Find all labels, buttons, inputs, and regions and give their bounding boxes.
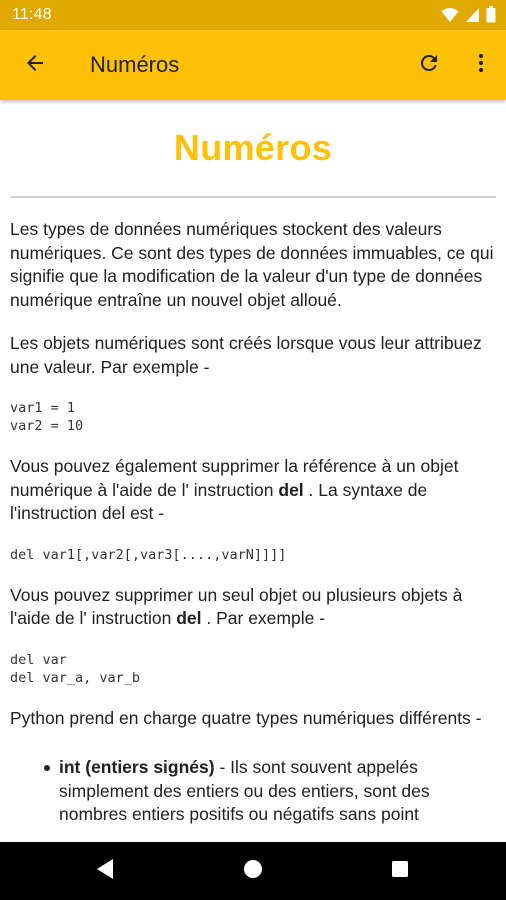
arrow-back-icon — [23, 51, 47, 80]
app-bar — [0, 30, 506, 100]
keyword-del: del — [176, 608, 202, 628]
nav-home-icon — [243, 859, 263, 884]
code-block-del-syntax: del var1[,var2[,var3[....,varN]]]] — [10, 546, 287, 563]
cell-signal-icon — [465, 7, 480, 23]
text-segment: Vous pouvez supprimer un seul objet ou plusieurs objets à l'aide de l' instruction — [10, 584, 463, 628]
more-vert-icon — [469, 51, 493, 80]
back-button[interactable] — [14, 44, 56, 86]
paragraph-intro: Les types de données numériques stockent des valeurs numériques. Ce sont des types de données immuables, ce qui signifie que la modification de la valeur d'un type de données numérique entraîne un nouvel objet alloué. — [10, 219, 494, 310]
nav-recents-icon — [391, 860, 409, 883]
bullet-dot — [44, 765, 50, 771]
list-item — [10, 756, 496, 827]
keyword-del: del — [278, 479, 304, 500]
list-item-term: int (entiers signés) — [59, 757, 215, 777]
status-time: 11:48 — [12, 6, 52, 23]
overflow-menu-button[interactable] — [460, 44, 502, 86]
paragraph-del-example — [10, 584, 496, 631]
nav-back-icon — [95, 858, 115, 885]
nav-home-button[interactable] — [236, 854, 270, 888]
page-heading: Numéros — [173, 127, 333, 168]
refresh-icon — [417, 51, 441, 80]
system-nav-bar — [0, 842, 506, 900]
battery-icon — [486, 6, 496, 23]
paragraph-numeric-types: Python prend en charge quatre types numériques différents - — [10, 707, 482, 728]
code-block-assignment: var1 = 1 var2 = 10 — [10, 400, 84, 434]
status-icons — [441, 6, 496, 23]
text-segment: . Par exemple - — [201, 608, 326, 628]
app-title: Numéros — [90, 52, 180, 77]
refresh-button[interactable] — [408, 44, 450, 86]
paragraph-creation: Les objets numériques sont créés lorsque vous leur attribuez une valeur. Par exemple - — [10, 333, 482, 377]
nav-back-button[interactable] — [88, 854, 122, 888]
wifi-icon — [441, 7, 459, 23]
heading-divider — [10, 196, 496, 198]
text-segment: Vous pouvez également supprimer la référence à un objet numérique à l'aide de l' instruction — [10, 456, 459, 500]
paragraph-del-syntax — [10, 455, 496, 526]
code-block-del-example: del var del var_a, var_b — [10, 651, 141, 686]
article-content[interactable] — [0, 100, 506, 842]
text-segment: . La syntaxe de l'instruction del est - — [10, 479, 428, 523]
numeric-types-list — [10, 756, 496, 827]
nav-recents-button[interactable] — [383, 854, 417, 888]
list-item-text: - Ils sont souvent appelés simplement des entiers ou des entiers, sont des nombres entiers positifs ou négatifs sans point — [59, 757, 430, 824]
status-bar — [0, 0, 506, 30]
